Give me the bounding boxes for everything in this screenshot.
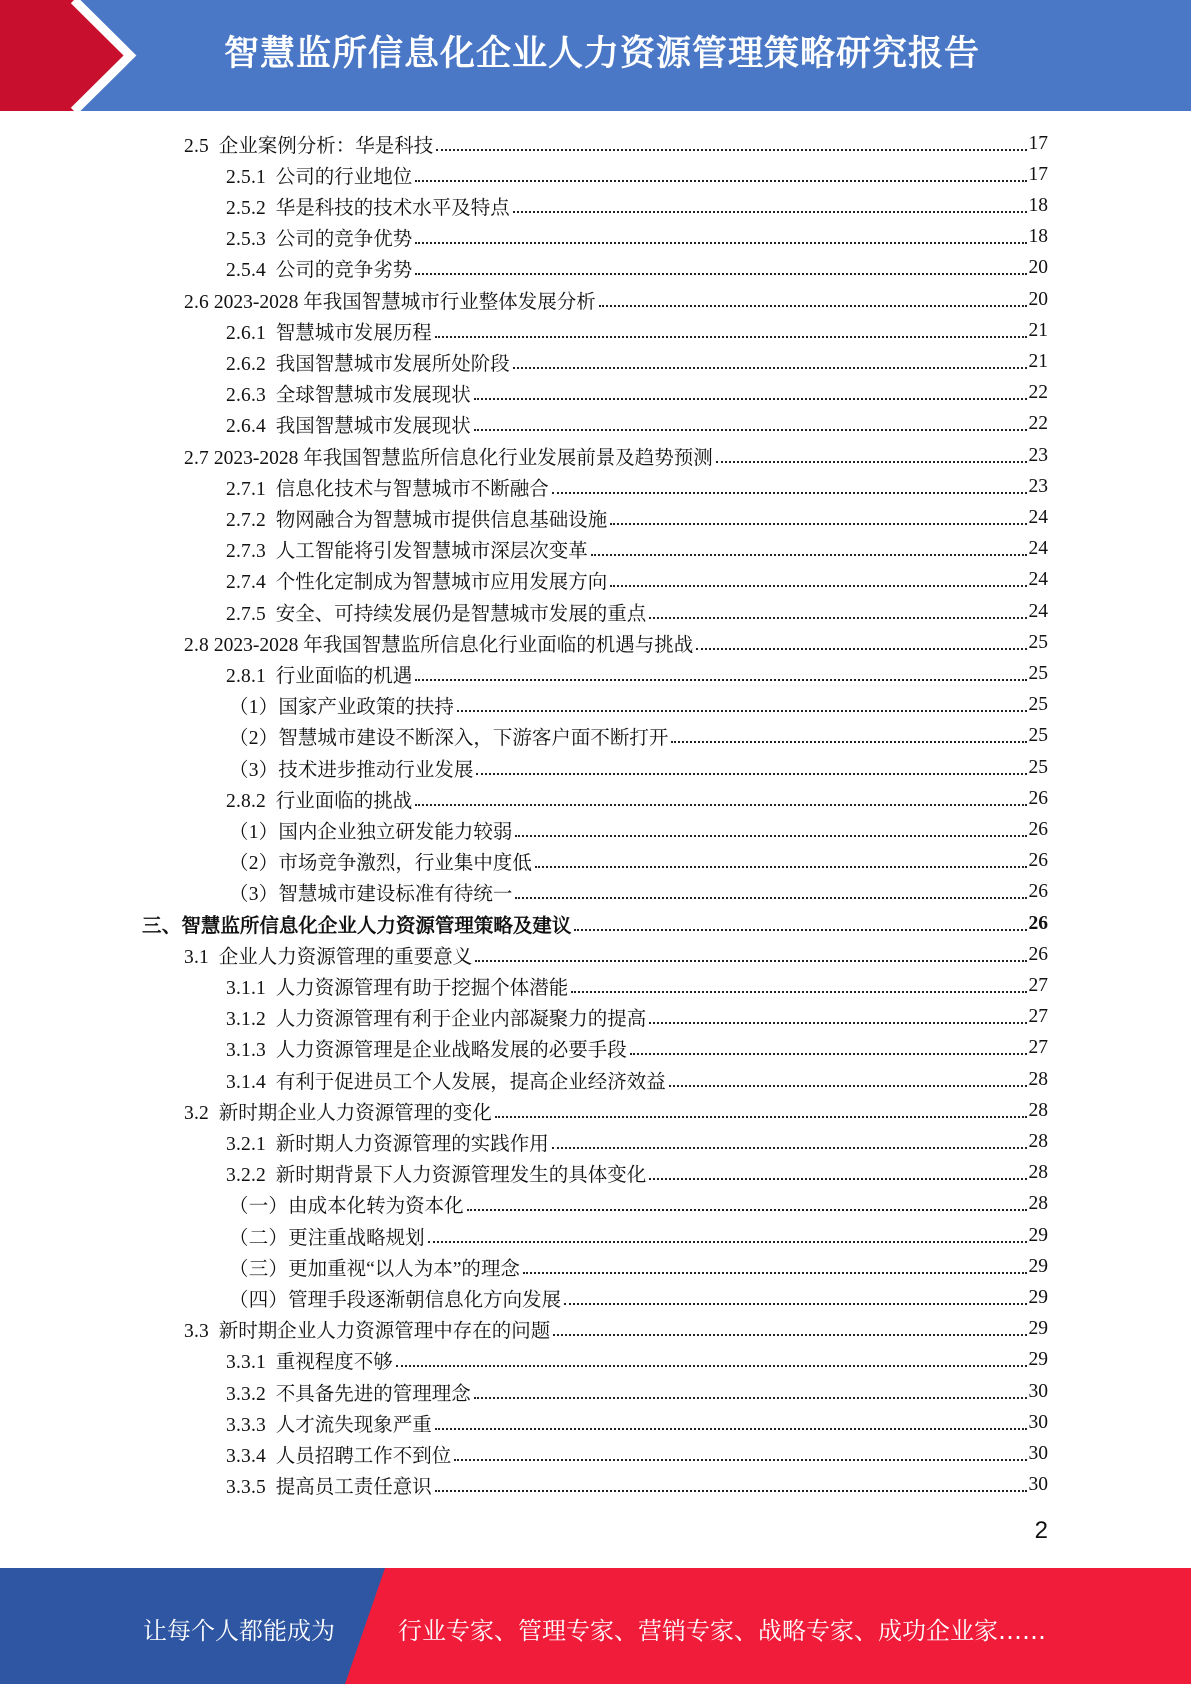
toc-entry-number: （二）: [229, 1227, 289, 1249]
toc-entry-number: 2.5.2: [226, 197, 266, 219]
toc-entry-title: 公司的竞争劣势: [275, 260, 413, 282]
toc-entry[interactable]: [226, 502, 1048, 533]
toc-entry-label: [229, 847, 532, 875]
toc-entry-number: 2.7.2: [226, 509, 266, 531]
toc-entry-number: 2.7.3: [226, 541, 266, 563]
toc-entry-number: 三、: [142, 915, 182, 937]
toc-entry[interactable]: [229, 721, 1048, 752]
toc-dot-leader: [564, 1303, 1026, 1305]
footer-slogan: 让每个人都能成为: [143, 1617, 335, 1645]
toc-dot-leader: [552, 1147, 1027, 1149]
toc-dot-leader: [716, 461, 1027, 463]
toc-entry-page: 24: [1028, 569, 1048, 591]
toc-entry-label: [226, 1378, 471, 1406]
toc-entry-page: 25: [1028, 694, 1048, 716]
toc-entry-title: 信息化技术与智慧城市不断融合: [275, 478, 549, 500]
toc-entry-page: 20: [1028, 257, 1048, 279]
toc-entry[interactable]: [226, 658, 1048, 689]
toc-entry-label: [229, 1190, 464, 1218]
toc-dot-leader: [513, 367, 1027, 369]
toc-entry-title: 国家产业政策的扶持: [278, 697, 454, 719]
toc-entry-title: 更加重视“以人为本”的理念: [288, 1258, 520, 1280]
toc-entry-title: 人员招聘工作不到位: [275, 1445, 452, 1467]
toc-dot-leader: [428, 1241, 1027, 1243]
toc-entry[interactable]: [226, 253, 1048, 284]
toc-entry[interactable]: [229, 1220, 1048, 1251]
toc-dot-leader: [415, 273, 1026, 275]
toc-dot-leader: [649, 617, 1026, 619]
toc-entry-label: [229, 1253, 520, 1281]
toc-dot-leader: [535, 866, 1027, 868]
toc-entry-page: 29: [1028, 1286, 1048, 1308]
toc-entry-label: [229, 1284, 561, 1312]
toc-dot-leader: [396, 1365, 1027, 1367]
toc-entry-page: 26: [1028, 787, 1048, 809]
toc-entry-title: 有利于促进员工个人发展，提高企业经济效益: [275, 1071, 666, 1093]
toc-entry-number: （2）: [229, 853, 279, 875]
toc-entry-page: 27: [1028, 1037, 1048, 1059]
toc-entry-title: 行业面临的机遇: [275, 665, 413, 687]
toc-entry-label: [184, 442, 713, 470]
toc-entry-label: [226, 1440, 451, 1468]
toc-entry-page: 21: [1028, 319, 1048, 341]
toc-entry-label: [226, 1003, 646, 1031]
toc-entry-number: （2）: [229, 728, 279, 750]
toc-entry[interactable]: [226, 1438, 1048, 1469]
toc-entry-title: 技术进步推动行业发展: [278, 759, 474, 781]
toc-dot-leader: [415, 679, 1026, 681]
toc-entry-title: 更注重战略规划: [288, 1227, 425, 1249]
toc-entry-label: [229, 1222, 425, 1250]
toc-entry[interactable]: [226, 346, 1048, 377]
toc-entry-label: [226, 223, 412, 251]
toc-entry[interactable]: [184, 1095, 1048, 1126]
toc-entry[interactable]: [229, 1251, 1048, 1282]
toc-dot-leader: [457, 710, 1027, 712]
toc-entry-number: 2.6: [184, 291, 209, 313]
toc-entry-number: 2.6.4: [226, 416, 266, 438]
toc-entry-label: [184, 286, 596, 314]
toc-entry-label: [229, 816, 512, 844]
toc-dot-leader: [435, 1428, 1027, 1430]
toc-dot-leader: [435, 1490, 1027, 1492]
toc-entry-title: 人才流失现象严重: [275, 1414, 432, 1436]
toc-entry-page: 28: [1028, 1068, 1048, 1090]
toc-entry[interactable]: [226, 222, 1048, 253]
toc-dot-leader: [671, 741, 1026, 743]
toc-entry-title: 提高员工责任意识: [275, 1477, 432, 1499]
toc-entry-label: [226, 254, 412, 282]
toc-entry-number: 2.7.4: [226, 572, 266, 594]
toc-entry-page: 28: [1028, 1130, 1048, 1152]
toc-entry-label: [226, 535, 588, 563]
toc-entry[interactable]: [142, 908, 1048, 939]
toc-dot-leader: [474, 429, 1027, 431]
toc-dot-leader: [649, 1022, 1026, 1024]
page-header: [0, 0, 1191, 111]
toc-entry-title: 人力资源管理有利于企业内部凝聚力的提高: [275, 1009, 647, 1031]
toc-entry-page: 28: [1028, 1162, 1048, 1184]
toc-entry-label: [226, 348, 510, 376]
toc-entry-title: 智慧城市建设不断深入，下游客户面不断打开: [278, 728, 669, 750]
toc-entry-number: （一）: [229, 1196, 289, 1218]
footer-roles: 行业专家、管理专家、营销专家、战略专家、成功企业家……: [398, 1617, 1046, 1645]
toc-entry[interactable]: [226, 970, 1048, 1001]
toc-entry-title: 行业面临的挑战: [275, 790, 413, 812]
toc-entry[interactable]: [226, 783, 1048, 814]
toc-entry-title: 我国智慧城市发展现状: [275, 416, 471, 438]
toc-entry-page: 29: [1028, 1224, 1048, 1246]
toc-entry[interactable]: [226, 1126, 1048, 1157]
toc-entry-number: 3.3.5: [226, 1477, 266, 1499]
toc-entry[interactable]: [226, 1002, 1048, 1033]
page-number: 2: [1034, 1517, 1048, 1544]
toc-entry-label: [226, 1066, 666, 1094]
toc-entry-number: （3）: [229, 759, 279, 781]
toc-entry-title: 新时期企业人力资源管理的变化: [218, 1102, 492, 1124]
toc-entry[interactable]: [226, 1064, 1048, 1095]
toc-entry-title: 安全、可持续发展仍是智慧城市发展的重点: [275, 603, 647, 625]
toc-entry-label: [229, 878, 512, 906]
toc-entry-title: 人工智能将引发智慧城市深层次变革: [275, 541, 588, 563]
toc-dot-leader: [523, 1272, 1027, 1274]
toc-entry-label: [226, 1128, 549, 1156]
toc-entry-number: 2.6.3: [226, 385, 266, 407]
toc-entry[interactable]: [226, 1033, 1048, 1064]
toc-entry-number: 2.6.1: [226, 322, 266, 344]
toc-entry-page: 23: [1028, 444, 1048, 466]
toc-entry-number: （3）: [229, 884, 279, 906]
toc-entry-title: 2023-2028 年我国智慧监所信息化行业发展前景及趋势预测: [213, 447, 713, 469]
header-chevron-decoration: [0, 0, 160, 111]
toc-entry-page: 24: [1028, 506, 1048, 528]
toc-entry-number: 3.2.2: [226, 1165, 266, 1187]
toc-entry-page: 30: [1028, 1442, 1048, 1464]
toc-entry-number: 2.5.3: [226, 229, 266, 251]
toc-entry[interactable]: [229, 1282, 1048, 1313]
toc-entry-label: [226, 1409, 432, 1437]
toc-entry-number: 3.3.2: [226, 1383, 266, 1405]
toc-entry-page: 24: [1028, 538, 1048, 560]
toc-dot-leader: [696, 648, 1026, 650]
toc-entry-label: [226, 972, 568, 1000]
toc-entry-page: 17: [1028, 132, 1048, 154]
toc-entry-title: 物网融合为智慧城市提供信息基础设施: [275, 509, 608, 531]
report-title: 智慧监所信息化企业人力资源管理策略研究报告: [224, 34, 981, 74]
toc-entry[interactable]: [226, 1376, 1048, 1407]
toc-entry[interactable]: [229, 877, 1048, 908]
toc-entry-label: [226, 785, 412, 813]
toc-entry-number: 2.7.1: [226, 478, 266, 500]
toc-entry[interactable]: [229, 814, 1048, 845]
toc-entry-title: 不具备先进的管理理念: [275, 1383, 471, 1405]
toc-entry-page: 21: [1028, 350, 1048, 372]
toc-entry-page: 30: [1028, 1411, 1048, 1433]
toc-entry-page: 28: [1028, 1099, 1048, 1121]
toc-entry[interactable]: [226, 565, 1048, 596]
toc-entry-number: 3.1.1: [226, 977, 266, 999]
toc-entry-number: 2.7.5: [226, 603, 266, 625]
toc-entry[interactable]: [184, 440, 1048, 471]
toc-entry[interactable]: [226, 315, 1048, 346]
toc-entry-number: 3.3: [184, 1321, 209, 1343]
toc-dot-leader: [649, 1178, 1026, 1180]
toc-entry-title: 个性化定制成为智慧城市应用发展方向: [275, 572, 608, 594]
toc-entry-page: 27: [1028, 974, 1048, 996]
toc-entry-number: 3.1.3: [226, 1040, 266, 1062]
toc-entry-page: 18: [1028, 194, 1048, 216]
toc-entry[interactable]: [226, 1345, 1048, 1376]
toc-entry-label: [226, 317, 432, 345]
toc-entry-page: 18: [1028, 226, 1048, 248]
toc-entry-page: 25: [1028, 631, 1048, 653]
toc-entry-label: [229, 722, 668, 750]
toc-entry-number: 2.7: [184, 447, 209, 469]
toc-entry-label: [184, 629, 693, 657]
toc-entry-label: [226, 379, 471, 407]
toc-entry[interactable]: [226, 159, 1048, 190]
toc-dot-leader: [630, 1053, 1027, 1055]
toc-entry-page: 29: [1028, 1318, 1048, 1340]
toc-entry-label: [142, 910, 571, 938]
page-footer: [0, 1568, 1191, 1684]
toc-entry-title: 智慧监所信息化企业人力资源管理策略及建议: [181, 915, 572, 937]
toc-entry-title: 重视程度不够: [275, 1352, 393, 1374]
toc-entry-label: [226, 161, 412, 189]
toc-entry-page: 29: [1028, 1255, 1048, 1277]
toc-entry-page: 25: [1028, 756, 1048, 778]
toc-entry-number: 3.1: [184, 946, 209, 968]
toc-entry[interactable]: [184, 627, 1048, 658]
toc-entry-page: 25: [1028, 725, 1048, 747]
toc-entry-label: [184, 941, 472, 969]
toc-entry-label: [226, 1471, 432, 1499]
toc-entry[interactable]: [229, 846, 1048, 877]
toc-entry-label: [184, 130, 433, 158]
toc-entry-page: 28: [1028, 1193, 1048, 1215]
toc-entry-title: 国内企业独立研发能力较弱: [278, 821, 513, 843]
toc-entry-number: 2.8.1: [226, 665, 266, 687]
toc-dot-leader: [610, 585, 1026, 587]
toc-entry-number: 3.3.3: [226, 1414, 266, 1436]
toc-dot-leader: [476, 773, 1026, 775]
toc-entry-title: 华是科技的技术水平及特点: [275, 197, 510, 219]
toc-dot-leader: [669, 1085, 1027, 1087]
toc-entry-page: 22: [1028, 413, 1048, 435]
toc-dot-leader: [435, 336, 1027, 338]
toc-entry-number: 3.1.2: [226, 1009, 266, 1031]
toc-entry-label: [226, 504, 607, 532]
toc-entry-title: 人力资源管理有助于挖掘个体潜能: [275, 977, 569, 999]
toc-dot-leader: [436, 149, 1026, 151]
toc-dot-leader: [513, 211, 1027, 213]
toc-entry[interactable]: [226, 596, 1048, 627]
toc-entry-page: 29: [1028, 1349, 1048, 1371]
toc-dot-leader: [591, 554, 1027, 556]
toc-entry-number: 2.5.4: [226, 260, 266, 282]
toc-entry-title: 市场竞争激烈，行业集中度低: [278, 853, 532, 875]
toc-dot-leader: [553, 1334, 1026, 1336]
toc-dot-leader: [475, 960, 1026, 962]
toc-entry-title: 企业人力资源管理的重要意义: [218, 946, 473, 968]
toc-dot-leader: [574, 929, 1026, 931]
toc-entry-page: 26: [1028, 881, 1048, 903]
toc-dot-leader: [467, 1209, 1027, 1211]
toc-entry-label: [226, 473, 549, 501]
toc-entry-number: （1）: [229, 697, 279, 719]
toc-entry[interactable]: [229, 690, 1048, 721]
toc-entry-number: 3.1.4: [226, 1071, 266, 1093]
toc-entry[interactable]: [184, 128, 1048, 159]
toc-dot-leader: [571, 991, 1026, 993]
toc-dot-leader: [515, 835, 1026, 837]
toc-entry-title: 新时期企业人力资源管理中存在的问题: [218, 1321, 551, 1343]
toc-entry-number: （三）: [229, 1258, 289, 1280]
toc-entry-number: （1）: [229, 821, 279, 843]
toc-entry-page: 30: [1028, 1380, 1048, 1402]
toc-entry-number: （四）: [229, 1289, 289, 1311]
toc-entry-page: 23: [1028, 475, 1048, 497]
toc-entry-label: [226, 410, 471, 438]
toc-entry-page: 26: [1028, 850, 1048, 872]
toc-entry-label: [226, 192, 510, 220]
toc-entry-title: 管理手段逐渐朝信息化方向发展: [288, 1289, 562, 1311]
toc-entry-number: 3.3.1: [226, 1352, 266, 1374]
toc-entry-label: [226, 566, 607, 594]
toc-dot-leader: [474, 398, 1027, 400]
toc-entry[interactable]: [184, 284, 1048, 315]
toc-entry-label: [184, 1315, 550, 1343]
toc-entry-label: [226, 598, 646, 626]
toc-entry-title: 全球智慧城市发展现状: [275, 385, 471, 407]
toc-entry-title: 人力资源管理是企业战略发展的必要手段: [275, 1040, 627, 1062]
toc-dot-leader: [552, 492, 1027, 494]
toc-entry[interactable]: [226, 534, 1048, 565]
toc-entry-number: 2.8: [184, 634, 209, 656]
toc-entry-title: 由成本化转为资本化: [288, 1196, 464, 1218]
toc-entry-number: 2.5: [184, 135, 209, 157]
toc-entry-number: 3.2: [184, 1102, 209, 1124]
toc-entry-title: 2023-2028 年我国智慧城市行业整体发展分析: [213, 291, 596, 313]
toc-entry-page: 20: [1028, 288, 1048, 310]
toc-entry-number: 3.3.4: [226, 1445, 266, 1467]
toc-entry-page: 17: [1028, 163, 1048, 185]
toc-entry[interactable]: [226, 190, 1048, 221]
toc-entry-label: [229, 754, 473, 782]
toc-entry[interactable]: [226, 378, 1048, 409]
toc-entry-title: 智慧城市建设标准有待统一: [278, 884, 513, 906]
toc-entry-label: [226, 1159, 646, 1187]
toc-entry[interactable]: [226, 471, 1048, 502]
toc-entry-page: 27: [1028, 1006, 1048, 1028]
toc-entry[interactable]: [184, 1314, 1048, 1345]
toc-entry-page: 30: [1028, 1474, 1048, 1496]
toc-entry-number: 2.6.2: [226, 353, 266, 375]
toc-dot-leader: [454, 1459, 1026, 1461]
toc-entry-page: 24: [1028, 600, 1048, 622]
toc-entry-number: 3.2.1: [226, 1133, 266, 1155]
toc-entry[interactable]: [229, 1189, 1048, 1220]
toc-entry-title: 企业案例分析：华是科技: [218, 135, 434, 157]
toc-dot-leader: [415, 180, 1026, 182]
toc-entry-label: [226, 1346, 393, 1374]
toc-entry-page: 26: [1028, 818, 1048, 840]
toc-entry[interactable]: [226, 1158, 1048, 1189]
toc-entry-label: [229, 691, 454, 719]
toc-dot-leader: [515, 897, 1026, 899]
toc-entry-title: 智慧城市发展历程: [275, 322, 432, 344]
toc-dot-leader: [474, 1397, 1027, 1399]
toc-entry-title: 我国智慧城市发展所处阶段: [275, 353, 510, 375]
toc-entry[interactable]: [226, 409, 1048, 440]
toc-entry-title: 公司的竞争优势: [275, 229, 413, 251]
toc-entry[interactable]: [184, 939, 1048, 970]
toc-entry-label: [226, 1034, 627, 1062]
toc-entry-label: [226, 660, 412, 688]
toc-entry-number: 2.5.1: [226, 166, 266, 188]
toc-entry-title: 新时期人力资源管理的实践作用: [275, 1133, 549, 1155]
toc-entry-page: 25: [1028, 662, 1048, 684]
toc-dot-leader: [415, 242, 1026, 244]
toc-entry[interactable]: [226, 1470, 1048, 1501]
toc-entry-page: 22: [1028, 382, 1048, 404]
toc-entry-page: 26: [1028, 943, 1048, 965]
toc-entry-page: 26: [1028, 912, 1048, 934]
toc-entry-label: [184, 1097, 492, 1125]
toc-entry-title: 公司的行业地位: [275, 166, 413, 188]
toc-dot-leader: [415, 804, 1026, 806]
toc-dot-leader: [599, 305, 1027, 307]
toc-entry-title: 新时期背景下人力资源管理发生的具体变化: [275, 1165, 647, 1187]
toc-dot-leader: [610, 523, 1026, 525]
toc-dot-leader: [495, 1116, 1027, 1118]
toc-entry[interactable]: [229, 752, 1048, 783]
toc-entry-number: 2.8.2: [226, 790, 266, 812]
toc-entry-title: 2023-2028 年我国智慧监所信息化行业面临的机遇与挑战: [213, 634, 694, 656]
toc-entry[interactable]: [226, 1407, 1048, 1438]
